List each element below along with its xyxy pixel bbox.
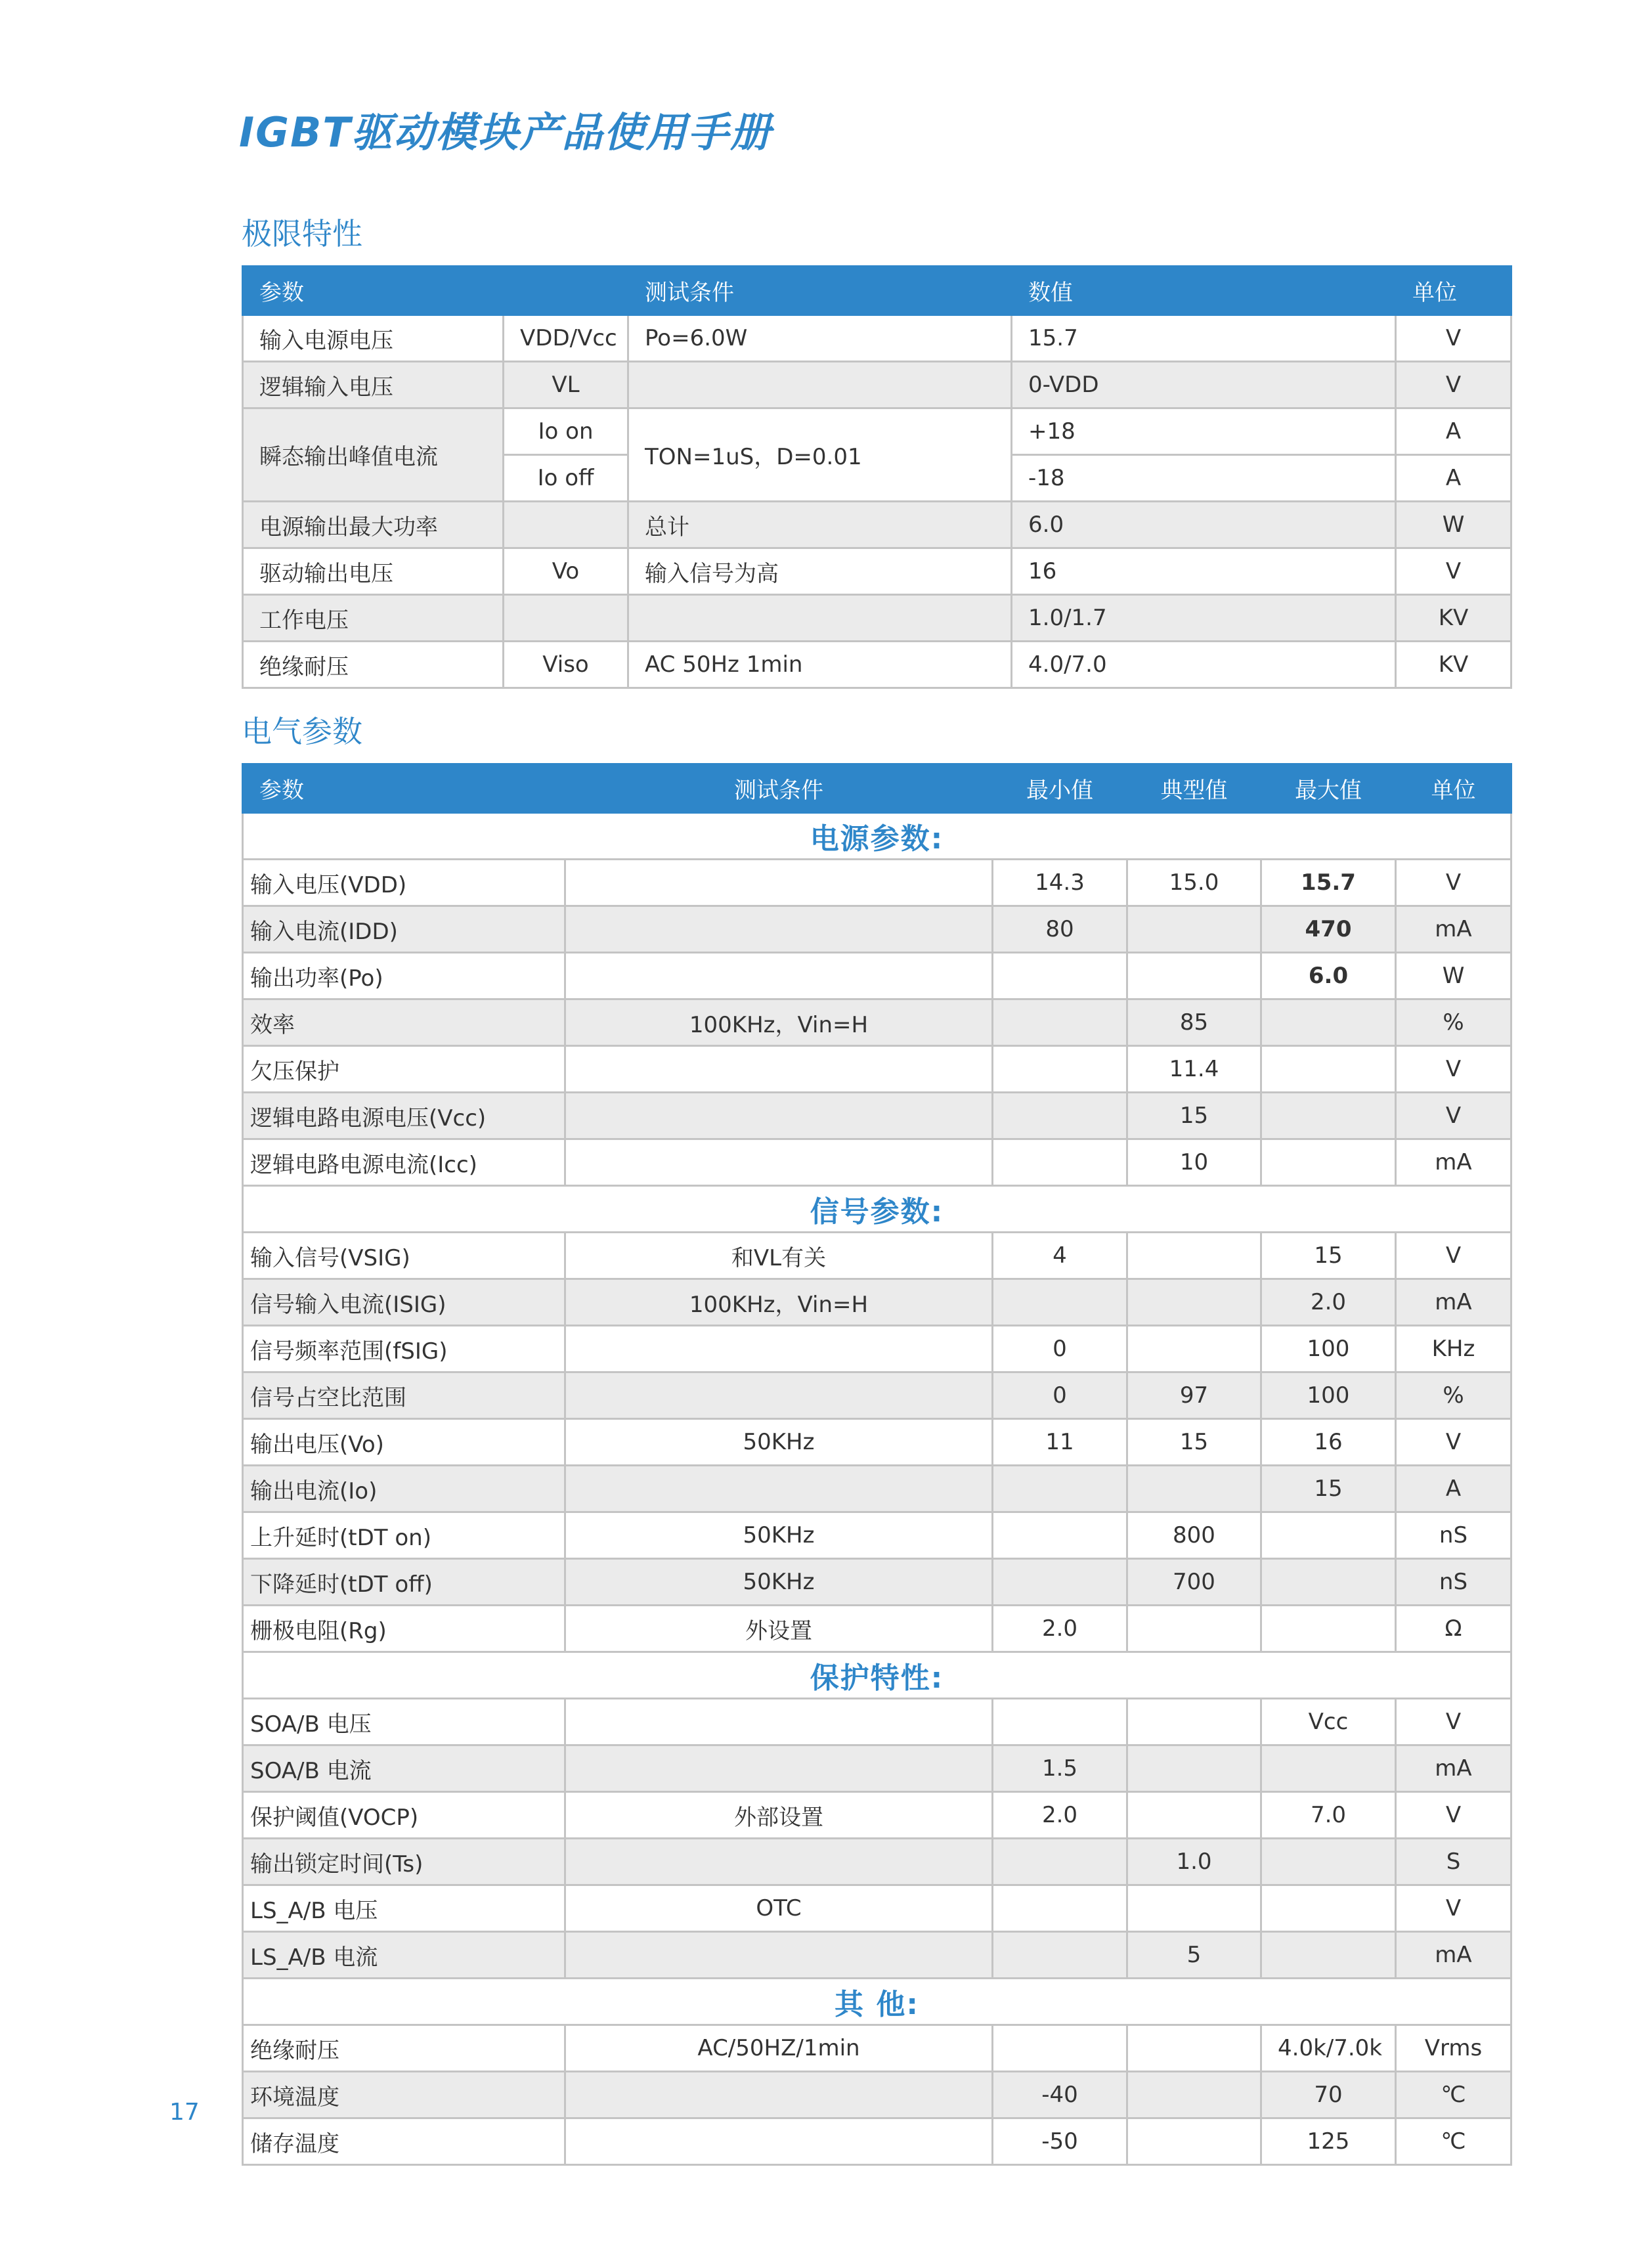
electrical-unit: ℃ — [1396, 2118, 1511, 2165]
electrical-condition: 100KHz，Vin=H — [565, 999, 993, 1046]
electrical-condition: 和VL有关 — [565, 1233, 993, 1279]
electrical-min: -50 — [993, 2118, 1127, 2165]
limits-unit: KV — [1396, 595, 1511, 642]
table-row — [243, 1466, 1511, 1512]
section-header-row — [243, 1652, 1511, 1699]
electrical-param: LS_A/B 电流 — [243, 1932, 565, 1979]
electrical-col-param: 参数 — [243, 764, 565, 813]
electrical-min — [993, 1279, 1127, 1326]
electrical-typ — [1127, 1885, 1261, 1932]
electrical-unit: V — [1396, 1699, 1511, 1745]
electrical-condition — [565, 1932, 993, 1979]
electrical-param: SOA/B 电压 — [243, 1699, 565, 1745]
electrical-param: 上升延时(tDT on) — [243, 1512, 565, 1559]
electrical-min — [993, 1139, 1127, 1186]
table-row — [243, 1326, 1511, 1372]
electrical-max: Vcc — [1261, 1699, 1396, 1745]
electrical-max: 15.7 — [1261, 860, 1396, 906]
limits-row — [243, 548, 1511, 595]
limits-value: 6.0 — [1012, 502, 1396, 548]
electrical-max: 125 — [1261, 2118, 1396, 2165]
electrical-min: 1.5 — [993, 1745, 1127, 1792]
electrical-param: 效率 — [243, 999, 565, 1046]
limits-section-title: 极限特性 — [242, 216, 362, 252]
electrical-condition — [565, 1466, 993, 1512]
table-row — [243, 2025, 1511, 2072]
electrical-condition — [565, 1093, 993, 1139]
table-row — [243, 1279, 1511, 1326]
table-row — [243, 1233, 1511, 1279]
electrical-param: 逻辑电路电源电压(Vcc) — [243, 1093, 565, 1139]
limits-condition: AC 50Hz 1min — [628, 642, 1012, 688]
electrical-typ — [1127, 2118, 1261, 2165]
electrical-typ: 97 — [1127, 1372, 1261, 1419]
limits-condition — [628, 595, 1012, 642]
electrical-param: SOA/B 电流 — [243, 1745, 565, 1792]
electrical-min — [993, 1885, 1127, 1932]
electrical-param: 输出电压(Vo) — [243, 1419, 565, 1466]
section-header-row — [243, 1979, 1511, 2025]
limits-condition: 总计 — [628, 502, 1012, 548]
electrical-unit: V — [1396, 1093, 1511, 1139]
table-row — [243, 1932, 1511, 1979]
limits-unit: V — [1396, 548, 1511, 595]
electrical-table — [242, 763, 1512, 2166]
electrical-min — [993, 999, 1127, 1046]
electrical-col-max: 最大值 — [1261, 764, 1396, 813]
electrical-max — [1261, 1512, 1396, 1559]
table-row — [243, 1839, 1511, 1885]
electrical-max — [1261, 1046, 1396, 1093]
electrical-min — [993, 1466, 1127, 1512]
table-row — [243, 1512, 1511, 1559]
limits-param: 工作电压 — [243, 595, 504, 642]
electrical-min: 0 — [993, 1372, 1127, 1419]
electrical-col-unit: 单位 — [1396, 764, 1511, 813]
table-row — [243, 1559, 1511, 1606]
electrical-col-typ: 典型值 — [1127, 764, 1261, 813]
electrical-max: 4.0k/7.0k — [1261, 2025, 1396, 2072]
limits-symbol — [504, 502, 628, 548]
electrical-max — [1261, 1932, 1396, 1979]
electrical-unit: ℃ — [1396, 2072, 1511, 2118]
limits-value: 1.0/1.7 — [1012, 595, 1396, 642]
electrical-unit: mA — [1396, 1139, 1511, 1186]
electrical-unit: V — [1396, 1046, 1511, 1093]
limits-param: 驱动输出电压 — [243, 548, 504, 595]
table-row — [243, 1792, 1511, 1839]
electrical-typ: 5 — [1127, 1932, 1261, 1979]
electrical-condition — [565, 1839, 993, 1885]
table-row — [243, 2072, 1511, 2118]
electrical-param: 输入电压(VDD) — [243, 860, 565, 906]
electrical-condition — [565, 2118, 993, 2165]
electrical-unit: mA — [1396, 1745, 1511, 1792]
electrical-condition — [565, 953, 993, 999]
electrical-max — [1261, 1559, 1396, 1606]
electrical-typ — [1127, 1466, 1261, 1512]
limits-row — [243, 642, 1511, 688]
limits-symbol: Vo — [504, 548, 628, 595]
electrical-unit: V — [1396, 1885, 1511, 1932]
section-header-row — [243, 1186, 1511, 1233]
limits-row — [243, 315, 1511, 362]
electrical-param: 欠压保护 — [243, 1046, 565, 1093]
electrical-min — [993, 1932, 1127, 1979]
electrical-unit: A — [1396, 1466, 1511, 1512]
electrical-max: 100 — [1261, 1372, 1396, 1419]
electrical-min: 0 — [993, 1326, 1127, 1372]
section-header-row — [243, 813, 1511, 860]
limits-row — [243, 502, 1511, 548]
electrical-typ: 85 — [1127, 999, 1261, 1046]
limits-col-value: 数值 — [1012, 267, 1396, 315]
limits-unit: A — [1396, 455, 1511, 502]
limits-symbol: Io on — [504, 408, 628, 455]
electrical-typ: 11.4 — [1127, 1046, 1261, 1093]
table-row — [243, 1606, 1511, 1652]
table-row — [243, 953, 1511, 999]
electrical-typ — [1127, 2025, 1261, 2072]
limits-symbol: Viso — [504, 642, 628, 688]
electrical-param: 输出锁定时间(Ts) — [243, 1839, 565, 1885]
electrical-min: 14.3 — [993, 860, 1127, 906]
limits-unit: KV — [1396, 642, 1511, 688]
electrical-condition: 外设置 — [565, 1606, 993, 1652]
electrical-max: 470 — [1261, 906, 1396, 953]
electrical-min: 4 — [993, 1233, 1127, 1279]
electrical-max — [1261, 1139, 1396, 1186]
electrical-param: 信号频率范围(fSIG) — [243, 1326, 565, 1372]
electrical-min: 11 — [993, 1419, 1127, 1466]
table-row — [243, 2118, 1511, 2165]
electrical-max — [1261, 1606, 1396, 1652]
electrical-max: 100 — [1261, 1326, 1396, 1372]
electrical-typ: 10 — [1127, 1139, 1261, 1186]
electrical-condition — [565, 1326, 993, 1372]
electrical-condition — [565, 2072, 993, 2118]
electrical-condition: 50KHz — [565, 1559, 993, 1606]
limits-condition: TON=1uS，D=0.01 — [628, 408, 1012, 502]
electrical-param: 下降延时(tDT off) — [243, 1559, 565, 1606]
limits-param: 电源输出最大功率 — [243, 502, 504, 548]
electrical-param: 输入信号(VSIG) — [243, 1233, 565, 1279]
electrical-typ — [1127, 1279, 1261, 1326]
electrical-typ — [1127, 906, 1261, 953]
electrical-param: 输出电流(Io) — [243, 1466, 565, 1512]
electrical-condition — [565, 860, 993, 906]
electrical-min — [993, 2025, 1127, 2072]
electrical-param: 储存温度 — [243, 2118, 565, 2165]
electrical-param: 环境温度 — [243, 2072, 565, 2118]
electrical-typ — [1127, 1699, 1261, 1745]
electrical-param: 信号占空比范围 — [243, 1372, 565, 1419]
limits-symbol: VL — [504, 362, 628, 408]
limits-unit: V — [1396, 315, 1511, 362]
electrical-condition — [565, 906, 993, 953]
electrical-condition — [565, 1699, 993, 1745]
electrical-min — [993, 1699, 1127, 1745]
limits-unit: V — [1396, 362, 1511, 408]
electrical-min: 2.0 — [993, 1606, 1127, 1652]
electrical-unit: mA — [1396, 906, 1511, 953]
electrical-max: 7.0 — [1261, 1792, 1396, 1839]
electrical-typ — [1127, 953, 1261, 999]
electrical-typ — [1127, 1606, 1261, 1652]
electrical-typ — [1127, 1792, 1261, 1839]
electrical-typ — [1127, 1326, 1261, 1372]
electrical-max — [1261, 999, 1396, 1046]
electrical-condition: 50KHz — [565, 1419, 993, 1466]
electrical-param: 逻辑电路电源电流(Icc) — [243, 1139, 565, 1186]
electrical-max: 16 — [1261, 1419, 1396, 1466]
electrical-unit: % — [1396, 999, 1511, 1046]
limits-value: 0-VDD — [1012, 362, 1396, 408]
electrical-param: 输出功率(Po) — [243, 953, 565, 999]
electrical-max: 6.0 — [1261, 953, 1396, 999]
electrical-typ: 15.0 — [1127, 860, 1261, 906]
electrical-max — [1261, 1885, 1396, 1932]
electrical-unit: V — [1396, 860, 1511, 906]
electrical-section-title: 电气参数 — [242, 714, 362, 749]
electrical-condition: 外部设置 — [565, 1792, 993, 1839]
limits-value: 4.0/7.0 — [1012, 642, 1396, 688]
electrical-max — [1261, 1839, 1396, 1885]
table-row — [243, 906, 1511, 953]
limits-symbol — [504, 595, 628, 642]
electrical-typ — [1127, 1233, 1261, 1279]
electrical-typ — [1127, 1745, 1261, 1792]
electrical-min — [993, 1512, 1127, 1559]
limits-param: 逻辑输入电压 — [243, 362, 504, 408]
table-row — [243, 1093, 1511, 1139]
electrical-max: 15 — [1261, 1466, 1396, 1512]
table-row — [243, 1699, 1511, 1745]
limits-col-param: 参数 — [243, 267, 628, 315]
limits-value: 16 — [1012, 548, 1396, 595]
electrical-max — [1261, 1745, 1396, 1792]
electrical-param: 输入电流(IDD) — [243, 906, 565, 953]
table-row — [243, 1139, 1511, 1186]
electrical-param: LS_A/B 电压 — [243, 1885, 565, 1932]
electrical-min — [993, 1839, 1127, 1885]
electrical-unit: V — [1396, 1233, 1511, 1279]
limits-condition: 输入信号为高 — [628, 548, 1012, 595]
electrical-param: 信号输入电流(ISIG) — [243, 1279, 565, 1326]
limits-condition — [628, 362, 1012, 408]
electrical-col-condition: 测试条件 — [565, 764, 993, 813]
electrical-condition: 100KHz，Vin=H — [565, 1279, 993, 1326]
limits-value: 15.7 — [1012, 315, 1396, 362]
electrical-col-min: 最小值 — [993, 764, 1127, 813]
electrical-unit: V — [1396, 1792, 1511, 1839]
limits-col-condition: 测试条件 — [628, 267, 1012, 315]
table-row — [243, 1046, 1511, 1093]
electrical-unit: mA — [1396, 1932, 1511, 1979]
electrical-min: -40 — [993, 2072, 1127, 2118]
table-row — [243, 1885, 1511, 1932]
electrical-param: 栅极电阻(Rg) — [243, 1606, 565, 1652]
limits-symbol: VDD/Vcc — [504, 315, 628, 362]
electrical-typ: 800 — [1127, 1512, 1261, 1559]
electrical-unit: KHz — [1396, 1326, 1511, 1372]
electrical-condition — [565, 1139, 993, 1186]
limits-col-unit: 单位 — [1396, 267, 1511, 315]
electrical-condition — [565, 1745, 993, 1792]
table-row — [243, 1372, 1511, 1419]
limits-row — [243, 362, 1511, 408]
table-row — [243, 1419, 1511, 1466]
electrical-min — [993, 953, 1127, 999]
electrical-unit: W — [1396, 953, 1511, 999]
electrical-unit: mA — [1396, 1279, 1511, 1326]
electrical-max — [1261, 1093, 1396, 1139]
limits-header-row — [243, 267, 1511, 315]
electrical-unit: V — [1396, 1419, 1511, 1466]
limits-row — [243, 408, 1511, 455]
limits-unit: W — [1396, 502, 1511, 548]
electrical-max: 15 — [1261, 1233, 1396, 1279]
electrical-min: 2.0 — [993, 1792, 1127, 1839]
electrical-unit: Ω — [1396, 1606, 1511, 1652]
electrical-max: 2.0 — [1261, 1279, 1396, 1326]
electrical-unit: Vrms — [1396, 2025, 1511, 2072]
electrical-param: 保护阈值(VOCP) — [243, 1792, 565, 1839]
page-number: 17 — [169, 2099, 200, 2126]
electrical-min — [993, 1559, 1127, 1606]
electrical-condition: AC/50HZ/1min — [565, 2025, 993, 2072]
section-heading: 其 他: — [243, 1979, 1511, 2025]
section-heading: 保护特性: — [243, 1652, 1511, 1699]
electrical-typ: 15 — [1127, 1419, 1261, 1466]
electrical-min — [993, 1093, 1127, 1139]
limits-unit: A — [1396, 408, 1511, 455]
electrical-header-row — [243, 764, 1511, 813]
limits-param: 输入电源电压 — [243, 315, 504, 362]
electrical-unit: nS — [1396, 1512, 1511, 1559]
electrical-unit: nS — [1396, 1559, 1511, 1606]
electrical-condition — [565, 1372, 993, 1419]
table-row — [243, 1745, 1511, 1792]
electrical-typ: 15 — [1127, 1093, 1261, 1139]
section-heading: 信号参数: — [243, 1186, 1511, 1233]
electrical-typ: 700 — [1127, 1559, 1261, 1606]
electrical-min: 80 — [993, 906, 1127, 953]
page-title: IGBT驱动模块产品使用手册 — [239, 108, 772, 156]
limits-symbol: Io off — [504, 455, 628, 502]
electrical-condition: OTC — [565, 1885, 993, 1932]
electrical-unit: S — [1396, 1839, 1511, 1885]
section-heading: 电源参数: — [243, 813, 1511, 860]
electrical-typ — [1127, 2072, 1261, 2118]
electrical-max: 70 — [1261, 2072, 1396, 2118]
limits-param: 绝缘耐压 — [243, 642, 504, 688]
limits-row — [243, 595, 1511, 642]
electrical-condition: 50KHz — [565, 1512, 993, 1559]
limits-param: 瞬态输出峰值电流 — [243, 408, 504, 502]
table-row — [243, 860, 1511, 906]
electrical-condition — [565, 1046, 993, 1093]
electrical-min — [993, 1046, 1127, 1093]
limits-value: +18 — [1012, 408, 1396, 455]
table-row — [243, 999, 1511, 1046]
limits-condition: Po=6.0W — [628, 315, 1012, 362]
limits-table — [242, 265, 1512, 689]
electrical-typ: 1.0 — [1127, 1839, 1261, 1885]
electrical-param: 绝缘耐压 — [243, 2025, 565, 2072]
limits-value: -18 — [1012, 455, 1396, 502]
electrical-unit: % — [1396, 1372, 1511, 1419]
